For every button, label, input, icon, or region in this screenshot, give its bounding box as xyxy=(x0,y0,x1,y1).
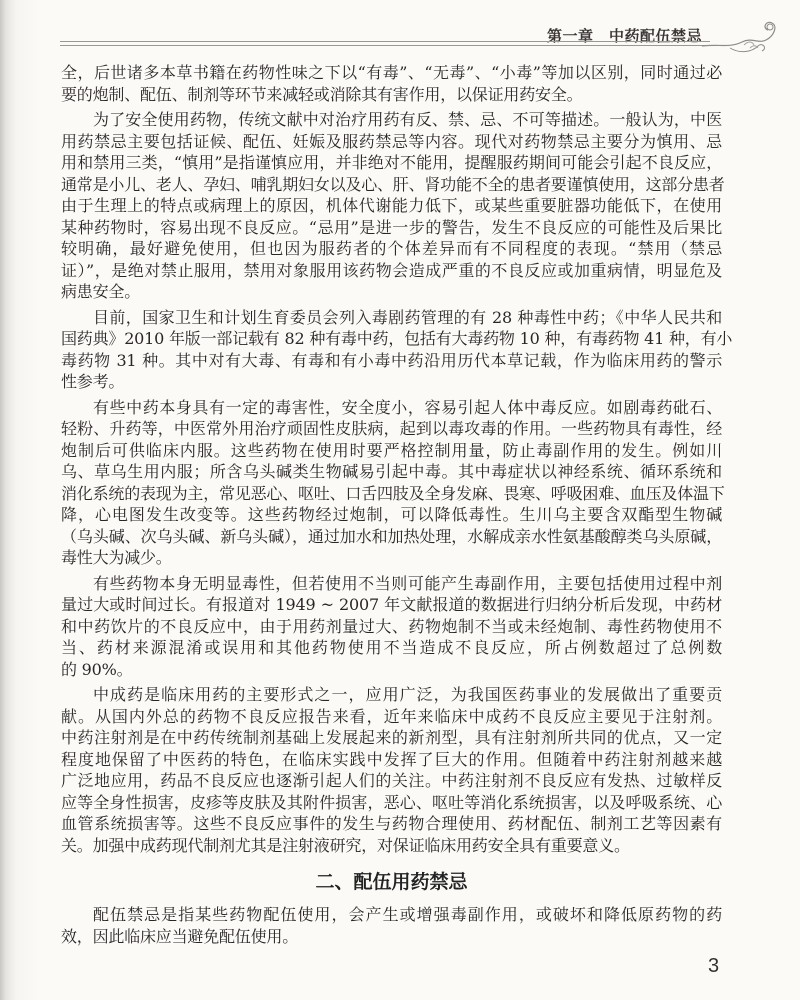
paragraph xyxy=(61,307,733,393)
text-line: 要的炮制、配伍、制剂等环节来减轻或消除其有害作用，以保证用药安全。 xyxy=(61,84,583,104)
text-line: 轻粉、升药等，中医常外用治疗顽固性皮肤病，起到以毒攻毒的作用。一些药物具有毒性，经 xyxy=(61,419,722,438)
header-rule xyxy=(60,41,710,46)
text-line: 证）”，是绝对禁止服用，禁用对象服用该药物会造成严重的不良反应或加重病情，明显危及 xyxy=(61,260,722,280)
text-line: 病患安全。 xyxy=(61,282,141,301)
text-line: 毒药物 31 种。其中对有大毒、有毒和有小毒中药沿用历代本草记载，作为临床用药的警示 xyxy=(61,350,722,370)
text-line: 全，后世诸多本草书籍在药物性味之下以“有毒”、“无毒”、“小毒”等加以区别，同时通过必 xyxy=(61,63,722,82)
text-line: 毒性大为减少。 xyxy=(61,548,172,567)
text-line: 有些药物本身无明显毒性，但若使用不当则可能产生毒副作用，主要包括使用过程中剂 xyxy=(93,573,722,593)
text-line: 某种药物时，容易出现不良反应。“忌用”是进一步的警告，发生不良反应的可能性及后果比 xyxy=(61,217,722,237)
text-line: 降，心电图发生改变等。这些药物经过炮制，可以降低毒性。生川乌主要含双酯型生物碱 xyxy=(61,505,722,524)
text-line: 和中药饮片的不良反应中，由于用药剂量过大、药物炮制不当或未经炮制、毒性药物使用不 xyxy=(61,616,722,636)
chapter-title: 第一章 中药配伍禁忌 xyxy=(546,27,702,45)
text-line: 目前，国家卫生和计划生育委员会列入毒剧药管理的有 28 种毒性中药；《中华人民共和 xyxy=(93,307,722,327)
text-line: （乌头碱、次乌头碱、新乌头碱），通过加水和加热处理，水解成亲水性氨基酸醇类乌头原碱， xyxy=(61,526,722,546)
paragraph xyxy=(61,109,725,303)
text-line: 为了安全使用药物，传统文献中对治疗用药有反、禁、忌、不可等描述。一般认为，中医 xyxy=(93,110,722,129)
text-line: 量过大或时间过长。有报道对 1949 ~ 2007 年文献报道的数据进行归纳分析后发现，中药材 xyxy=(61,595,722,614)
text-line: 用药禁忌主要包括证候、配伍、妊娠及服药禁忌等内容。现代对药物禁忌主要分为慎用、忌 xyxy=(61,131,722,151)
text-line: 关。加强中成药现代制剂尤其是注射液研究，对保证临床用药安全具有重要意义。 xyxy=(61,835,630,855)
text-line: 消化系统的表现为主，常见恶心、呕吐、口舌四肢及全身发麻、畏寒、呼吸困难、血压及体温下 xyxy=(61,483,725,503)
text-line: 炮制后可供临床内服。这些药物在使用时要严格控制用量，防止毒副作用的发生。例如川 xyxy=(61,440,722,460)
text-line: 的 90%。 xyxy=(61,659,133,679)
text-line: 广泛地应用，药品不良反应也逐渐引起人们的关注。中药注射剂不良反应有发热、过敏样反 xyxy=(61,771,722,790)
page-body xyxy=(61,62,733,951)
text-line: 乌、草乌生用内服；所含乌头碱类生物碱易引起中毒。其中毒症状以神经系统、循环系统和 xyxy=(61,462,722,481)
text-line: 当、药材来源混淆或误用和其他药物使用不当造成不良反应，所占例数超过了总例数 xyxy=(61,638,722,657)
paragraph xyxy=(61,573,722,681)
paragraph xyxy=(61,904,722,947)
text-line: 中药注射剂是在中药传统制剂基础上发展起来的新剂型，具有注射剂所共同的优点，又一定 xyxy=(61,728,722,747)
paragraph xyxy=(61,684,722,856)
paragraph xyxy=(61,62,722,105)
text-line: 通常是小儿、老人、孕妇、哺乳期妇女以及心、肝、肾功能不全的患者要谨慎使用，这部分患者 xyxy=(61,174,725,194)
text-line: 中成药是临床用药的主要形式之一，应用广泛，为我国医药事业的发展做出了重要贡 xyxy=(93,685,722,704)
page-number: 3 xyxy=(708,955,720,977)
text-line: 程度地保留了中医药的特色，在临床实践中发挥了巨大的作用。但随着中药注射剂越来越 xyxy=(61,749,722,769)
flourish-ornament-icon xyxy=(700,18,790,60)
main-paragraphs xyxy=(61,62,733,856)
text-line: 性参考。 xyxy=(61,372,125,391)
section-heading: 二、配伍用药禁忌 xyxy=(315,871,468,893)
text-line: 效，因此临床应当避免配伍使用。 xyxy=(61,926,299,946)
text-line: 较明确，最好避免使用，但也因为服药者的个体差异而有不同程度的表现。“禁用（禁忌 xyxy=(61,239,722,258)
text-line: 血管系统损害等。这些不良反应事件的发生与药物合理使用、药材配伍、制剂工艺等因素有 xyxy=(61,814,722,833)
text-line: 国药典》2010 年版一部记载有 82 种有毒中药，包括有大毒药物 10 种，有毒药物 41 种，有小 xyxy=(61,329,733,348)
running-header xyxy=(0,0,800,60)
text-line: 用和禁用三类，“慎用”是指谨慎应用，并非绝对不能用，提醒服药期间可能会引起不良反应， xyxy=(61,153,722,172)
text-line: 由于生理上的特点或病理上的原因，机体代谢能力低下，或某些重要脏器功能低下，在使用 xyxy=(61,196,722,215)
text-line: 配伍禁忌是指某些药物配伍使用，会产生或增强毒副作用，或破坏和降低原药物的药 xyxy=(93,905,722,924)
section-paragraphs xyxy=(61,904,722,947)
paragraph xyxy=(61,397,725,569)
text-line: 献。从国内外总的药物不良反应报告来看，近年来临床中成药不良反应主要见于注射剂。 xyxy=(61,706,722,726)
text-line: 有些中药本身具有一定的毒害性，安全度小，容易引起人体中毒反应。如剧毒药砒石、 xyxy=(93,397,722,417)
text-line: 应等全身性损害，皮疹等皮肤及其附件损害，恶心、呕吐等消化系统损害，以及呼吸系统、心 xyxy=(61,792,722,812)
